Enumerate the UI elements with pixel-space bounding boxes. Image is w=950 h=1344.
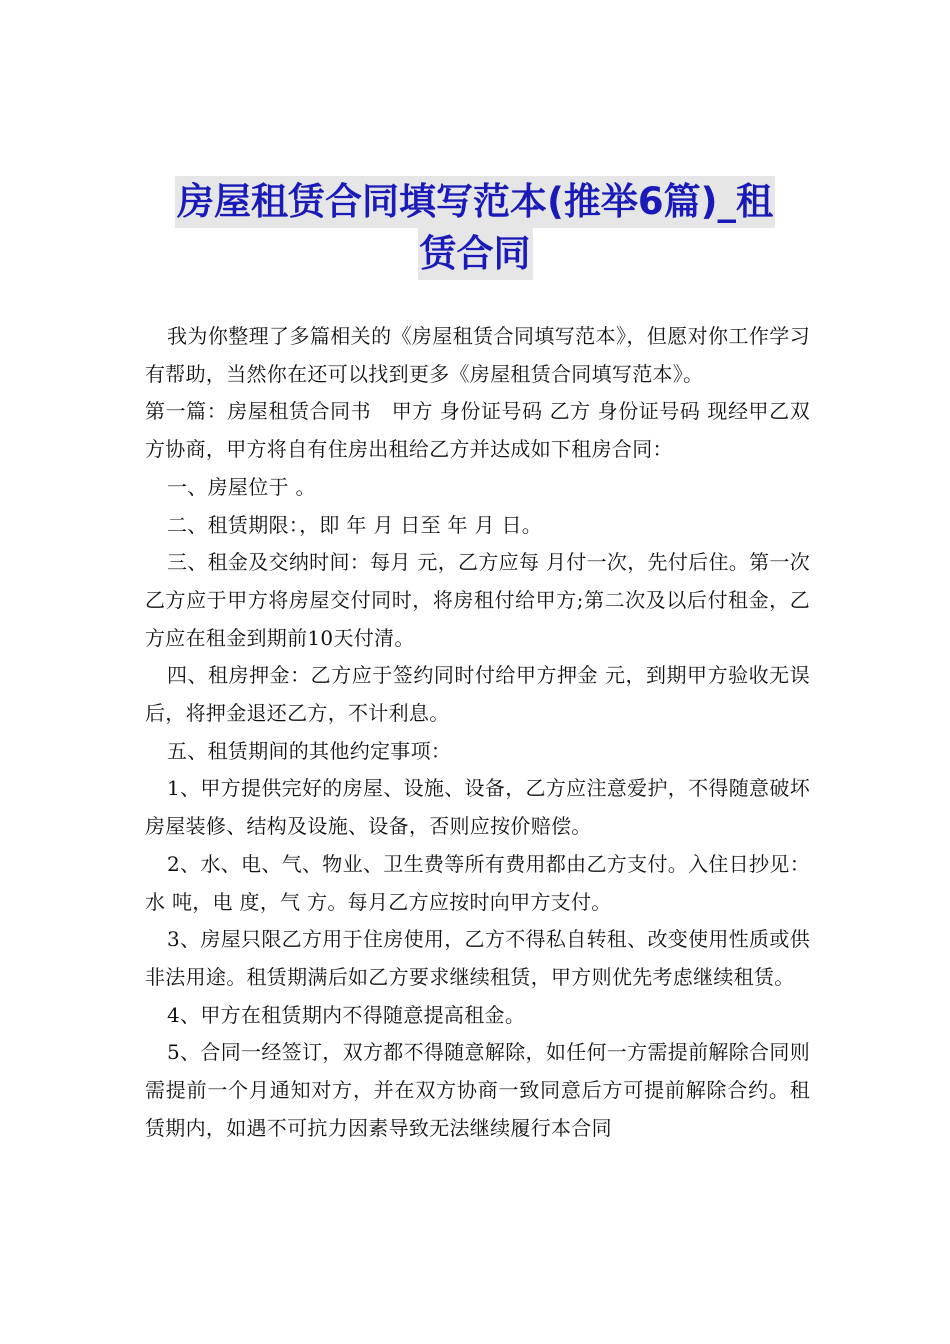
term-item-5: 5、合同一经签订，双方都不得随意解除，如任何一方需提前解除合同则需提前一个月通知对方，并在双方协商一致同意后方可提前解除合约。租赁期内，如遇不可抗力因素导致无法继续履行本合同	[145, 1040, 810, 1140]
title-line-1: 房屋租赁合同填写范本(推举6篇)_租	[175, 176, 775, 228]
document-body	[145, 318, 810, 1147]
clause-2-term: 二、租赁期限：，即 年 月 日至 年 月 日。	[167, 512, 543, 537]
clause-3-rent: 三、租金及交纳时间：每月 元，乙方应每 月付一次，先付后住。第一次乙方应于甲方将房屋交付同时，将房租付给甲方;第二次及以后付租金，乙方应在租金到期前10天付清。	[145, 550, 810, 650]
section-first-heading-paragraph: 第一篇：房屋租赁合同书 甲方 身份证号码 乙方 身份证号码 现经甲乙双方协商，甲方将自有住房出租给乙方并达成如下租房合同：	[145, 399, 810, 462]
document-title	[140, 176, 810, 280]
intro-paragraph: 我为你整理了多篇相关的《房屋租赁合同填写范本》，但愿对你工作学习有帮助，当然你在还可以找到更多《房屋租赁合同填写范本》。	[145, 324, 810, 386]
title-line-2: 赁合同	[418, 228, 533, 280]
term-item-1: 1、甲方提供完好的房屋、设施、设备，乙方应注意爱护，不得随意破坏房屋装修、结构及设施、设备，否则应按价赔偿。	[145, 776, 810, 839]
clause-5-other-terms: 五、租赁期间的其他约定事项：	[167, 738, 452, 763]
clause-1-location: 一、房屋位于 。	[167, 474, 316, 499]
term-item-2: 2、水、电、气、物业、卫生费等所有费用都由乙方支付。入住日抄见：水 吨，电 度，气 方。每月乙方应按时向甲方支付。	[145, 851, 810, 914]
clause-4-deposit: 四、租房押金：乙方应于签约同时付给甲方押金 元，到期甲方验收无误后，将押金退还乙方，不计利息。	[145, 663, 810, 726]
term-item-4: 4、甲方在租赁期内不得随意提高租金。	[167, 1002, 526, 1027]
term-item-3: 3、房屋只限乙方用于住房使用，乙方不得私自转租、改变使用性质或供非法用途。租赁期满后如乙方要求继续租赁，甲方则优先考虑继续租赁。	[145, 927, 810, 989]
